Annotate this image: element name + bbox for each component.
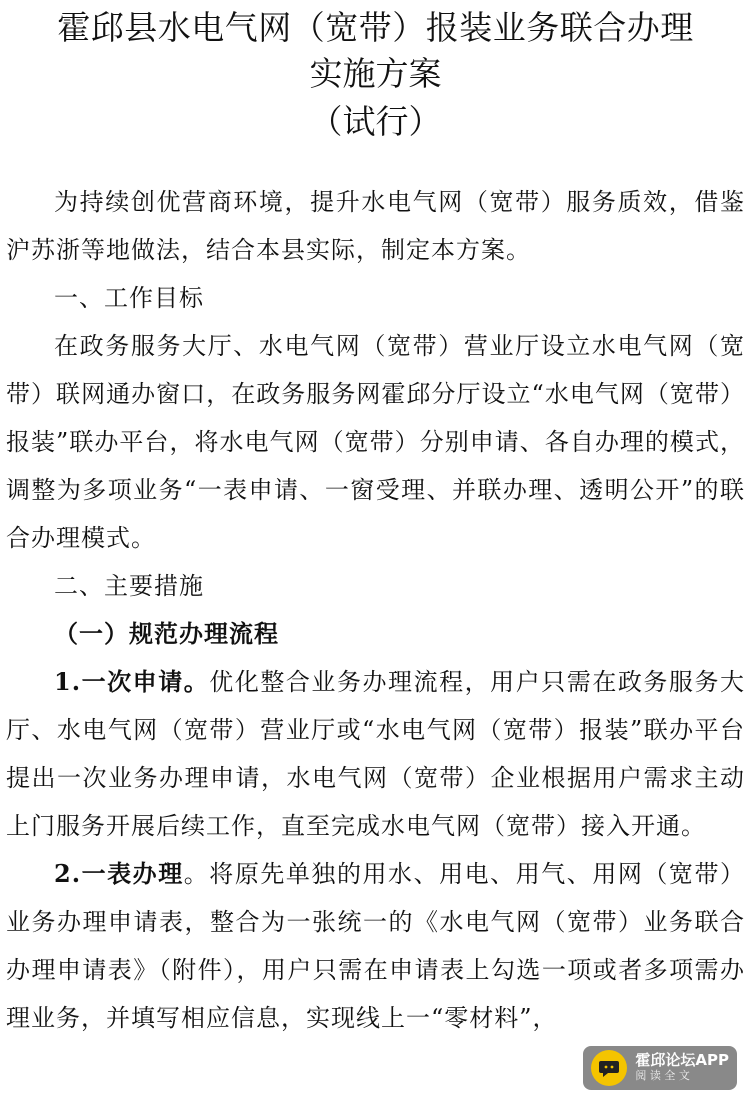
section-1-paragraph: 在政务服务大厅、水电气网（宽带）营业厅设立水电气网（宽带）联网通办窗口，在政务服务网霍邱分厅设立“水电气网（宽带）报装”联办平台，将水电气网（宽带）分别申请、各自办理的模式，调整为多项业务“一表申请、一窗受理、并联办理、透明公开”的联合办理模式。 (6, 332, 745, 552)
chat-bubble-icon (591, 1050, 627, 1086)
section-2-subheading: （一）规范办理流程 (54, 619, 279, 648)
item-1-lead: 1.一次申请。 (54, 667, 210, 696)
item-1-paragraph (6, 658, 745, 850)
watermark-text (635, 1052, 729, 1084)
item-1-text: 优化整合业务办理流程，用户只需在政务服务大厅、水电气网（宽带）营业厅或“水电气网（宽带）报装”联办平台提出一次业务办理申请，水电气网（宽带）企业根据用户需求主动上门服务开展后续工作，直至完成水电气网（宽带）接入开通。 (6, 668, 746, 840)
item-2-text: 。将原先单独的用水、用电、用气、用网（宽带）业务办理申请表，整合为一张统一的《水电气网（宽带）业务联合办理申请表》（附件），用户只需在申请表上勾选一项或者多项需办理业务，并填写相应信息，实现线上一“零材料”， (6, 860, 746, 1032)
item-2-lead: 2.一表办理 (54, 859, 184, 888)
item-2-paragraph (6, 850, 745, 1042)
section-2-heading: 二、主要措施 (54, 572, 204, 600)
watermark-name: 霍邱论坛APP (635, 1051, 729, 1069)
intro-paragraph: 为持续创优营商环境，提升水电气网（宽带）服务质效，借鉴沪苏浙等地做法，结合本县实际，制定本方案。 (6, 188, 745, 264)
title-line-1: 霍邱县水电气网（宽带）报装业务联合办理 (57, 8, 694, 47)
document-body (6, 178, 745, 1042)
section-1-heading: 一、工作目标 (54, 284, 204, 312)
title-line-2: 实施方案 (309, 54, 442, 93)
document-title (6, 6, 745, 146)
watermark-subtext: 阅 读 全 文 (635, 1069, 690, 1082)
title-line-3: （试行） (309, 102, 442, 141)
app-watermark[interactable] (583, 1046, 737, 1090)
